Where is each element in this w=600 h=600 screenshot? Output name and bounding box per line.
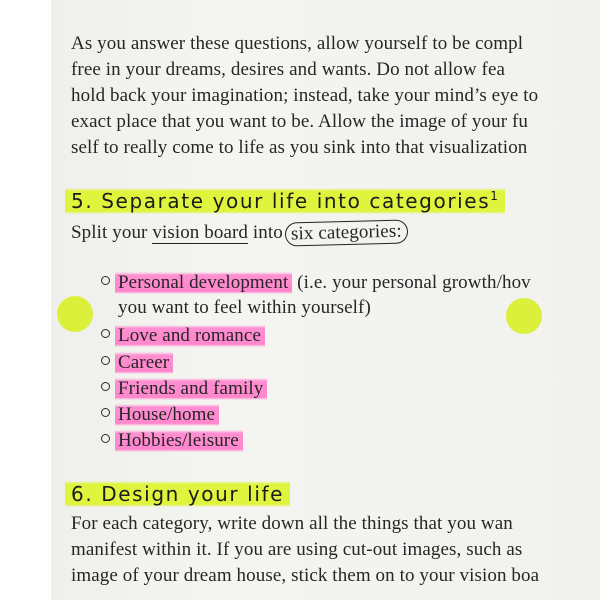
bullet-icon — [101, 276, 110, 285]
footnote-marker: 1 — [490, 189, 500, 203]
pink-highlight: Love and romance — [115, 325, 265, 347]
body-text-line: As you answer these questions, allow yourself to be compl — [71, 33, 524, 54]
list-item — [101, 378, 267, 400]
yellow-highlight — [65, 188, 505, 214]
pink-highlight: Friends and family — [115, 378, 267, 400]
list-item — [101, 272, 531, 294]
body-text-line: manifest within it. If you are using cut-out images, such as — [71, 539, 523, 560]
decorative-dot-right — [506, 298, 542, 334]
pink-highlight: Career — [115, 352, 173, 374]
body-text-line: hold back your imagination; instead, take your mind’s eye to — [71, 85, 539, 106]
bullet-icon — [101, 434, 110, 443]
section-heading-text: 5. Separate your life into categories — [71, 189, 491, 213]
list-item — [101, 325, 265, 347]
section-heading — [71, 482, 290, 506]
list-item — [101, 430, 243, 452]
bullet-icon — [101, 329, 110, 338]
pink-highlight: House/home — [115, 404, 219, 426]
pink-highlight: Hobbies/leisure — [115, 430, 243, 452]
yellow-highlight: 6. Design your life — [65, 481, 290, 507]
bullet-icon — [101, 408, 110, 417]
body-text-line: image of your dream house, stick them on to your vision boa — [71, 565, 540, 586]
bullet-icon — [101, 356, 110, 365]
list-item — [101, 352, 173, 374]
decorative-dot-left — [57, 296, 93, 332]
section-heading — [71, 189, 505, 213]
circled-phrase: six categories: — [285, 219, 408, 246]
bullet-icon — [101, 382, 110, 391]
body-text-line: self to really come to life as you sink into that visualization — [71, 137, 528, 158]
list-item — [101, 404, 219, 426]
intro-line — [71, 221, 410, 245]
list-item-text: (i.e. your personal growth/hov — [292, 272, 531, 293]
pink-highlight: Personal development — [115, 272, 292, 294]
intro-text: Split your — [71, 222, 153, 243]
underlined-phrase: vision board — [152, 222, 249, 243]
list-item-continuation: you want to feel within yourself) — [118, 297, 371, 318]
body-text-line: exact place that you want to be. Allow the image of your fu — [71, 111, 529, 132]
body-text-line: For each category, write down all the things that you wan — [71, 513, 513, 534]
body-text-line: free in your dreams, desires and wants. Do not allow fea — [71, 59, 506, 80]
intro-text: into — [248, 222, 283, 243]
